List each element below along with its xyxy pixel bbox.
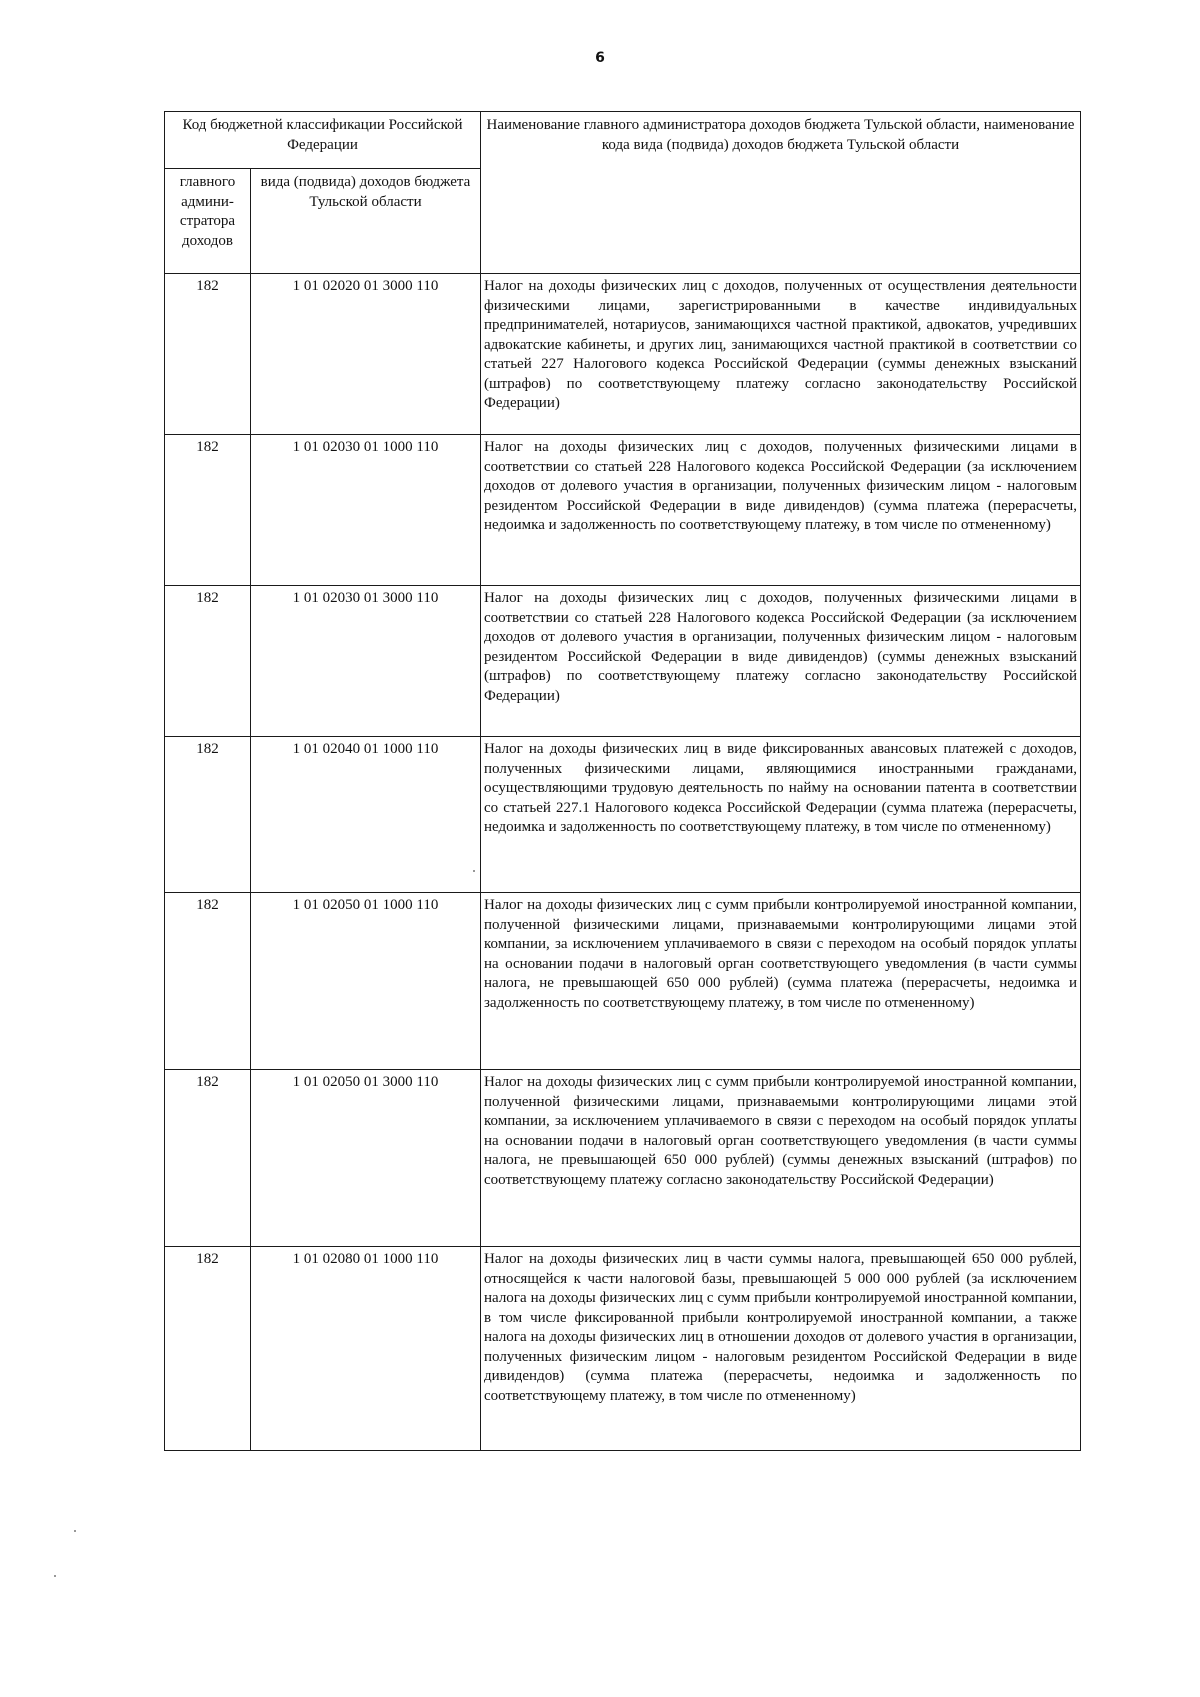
administrator-code: 182 bbox=[165, 1070, 251, 1247]
income-description: Налог на доходы физических лиц в части суммы налога, превышающей 650 000 рублей, относящейся к части налоговой базы, превышающей 5 000 000 рублей (за исключением налога на доходы физических лиц с сумм прибыли контролируемой иностранной компании, в том числе фиксированной прибыли контролируемой иностранной компании, а также налога на доходы физических лиц в отношении доходов от долевого участия в организации, полученных физическим лицом - налоговым резидентом Российской Федерации в виде дивидендов) (сумма платежа (перерасчеты, недоимка и задолженность по соответствующему платежу, в том числе по отмененному) bbox=[481, 1247, 1081, 1451]
header-income-type-code: вида (подвида) доходов бюджета Тульской области bbox=[251, 169, 481, 274]
table-header-row bbox=[165, 112, 1081, 169]
income-description: Налог на доходы физических лиц с доходов, полученных физическими лицами в соответствии со статьей 228 Налогового кодекса Российской Федерации (за исключением доходов от долевого участия в организации, полученных физическим лицом - налоговым резидентом Российской Федерации в виде дивидендов) (суммы денежных взысканий (штрафов) по соответствующему платежу согласно законодательству Российской Федерации) bbox=[481, 586, 1081, 737]
header-main-administrator: главного админи-стратора доходов bbox=[165, 169, 251, 274]
administrator-code: 182 bbox=[165, 737, 251, 893]
income-description: Налог на доходы физических лиц с доходов, полученных от осуществления деятельности физическими лицами, зарегистрированными в качестве индивидуальных предпринимателей, нотариусов, занимающихся частной практикой, адвокатов, учредивших адвокатские кабинеты, и других лиц, занимающихся частной практикой в соответствии со статьей 227 Налогового кодекса Российской Федерации (суммы денежных взысканий (штрафов) по соответствующему платежу согласно законодательству Российской Федерации) bbox=[481, 274, 1081, 435]
income-description: Налог на доходы физических лиц с сумм прибыли контролируемой иностранной компании, полученной физическими лицами, признаваемыми контролирующими лицами этой компании, за исключением уплачиваемого в связи с переходом на особый порядок уплаты на основании подачи в налоговый орган соответствующего уведомления (в части суммы налога, не превышающей 650 000 рублей) (сумма платежа (перерасчеты, недоимка и задолженность по соответствующему платежу, в том числе по отмененному) bbox=[481, 893, 1081, 1070]
header-budget-code-group: Код бюджетной классификации Российской Федерации bbox=[165, 112, 481, 169]
table-row bbox=[165, 1070, 1081, 1247]
administrator-code: 182 bbox=[165, 586, 251, 737]
income-code: 1 01 02030 01 1000 110 bbox=[251, 435, 481, 586]
table-row bbox=[165, 893, 1081, 1070]
scan-speck bbox=[473, 870, 475, 872]
table-row bbox=[165, 435, 1081, 586]
table-row bbox=[165, 586, 1081, 737]
income-code: 1 01 02040 01 1000 110 bbox=[251, 737, 481, 893]
income-description: Налог на доходы физических лиц с сумм прибыли контролируемой иностранной компании, полученной физическими лицами, признаваемыми контролирующими лицами этой компании, за исключением уплачиваемого в связи с переходом на особый порядок уплаты на основании подачи в налоговый орган соответствующего уведомления (в части суммы налога, не превышающей 650 000 рублей) (суммы денежных взысканий (штрафов) по соответствующему платежу согласно законодательству Российской Федерации) bbox=[481, 1070, 1081, 1247]
page-number: 6 bbox=[595, 50, 605, 66]
header-administrator-name: Наименование главного администратора доходов бюджета Тульской области, наименование кода вида (подвида) доходов бюджета Тульской области bbox=[481, 112, 1081, 274]
budget-classification-table bbox=[164, 111, 1081, 1451]
income-code: 1 01 02050 01 3000 110 bbox=[251, 1070, 481, 1247]
income-code: 1 01 02030 01 3000 110 bbox=[251, 586, 481, 737]
income-code: 1 01 02020 01 3000 110 bbox=[251, 274, 481, 435]
scan-speck bbox=[54, 1575, 56, 1577]
table-row bbox=[165, 737, 1081, 893]
administrator-code: 182 bbox=[165, 435, 251, 586]
administrator-code: 182 bbox=[165, 274, 251, 435]
table-row bbox=[165, 274, 1081, 435]
income-code: 1 01 02050 01 1000 110 bbox=[251, 893, 481, 1070]
income-code: 1 01 02080 01 1000 110 bbox=[251, 1247, 481, 1451]
administrator-code: 182 bbox=[165, 893, 251, 1070]
administrator-code: 182 bbox=[165, 1247, 251, 1451]
scan-speck bbox=[74, 1530, 76, 1532]
income-description: Налог на доходы физических лиц в виде фиксированных авансовых платежей с доходов, полученных физическими лицами, являющимися иностранными гражданами, осуществляющими трудовую деятельность по найму на основании патента в соответствии со статьей 227.1 Налогового кодекса Российской Федерации (сумма платежа (перерасчеты, недоимка и задолженность по соответствующему платежу, в том числе по отмененному) bbox=[481, 737, 1081, 893]
table-row bbox=[165, 1247, 1081, 1451]
income-description: Налог на доходы физических лиц с доходов, полученных физическими лицами в соответствии со статьей 228 Налогового кодекса Российской Федерации (за исключением доходов от долевого участия в организации, полученных физическим лицом - налоговым резидентом Российской Федерации в виде дивидендов) (сумма платежа (перерасчеты, недоимка и задолженность по соответствующему платежу, в том числе по отмененному) bbox=[481, 435, 1081, 586]
